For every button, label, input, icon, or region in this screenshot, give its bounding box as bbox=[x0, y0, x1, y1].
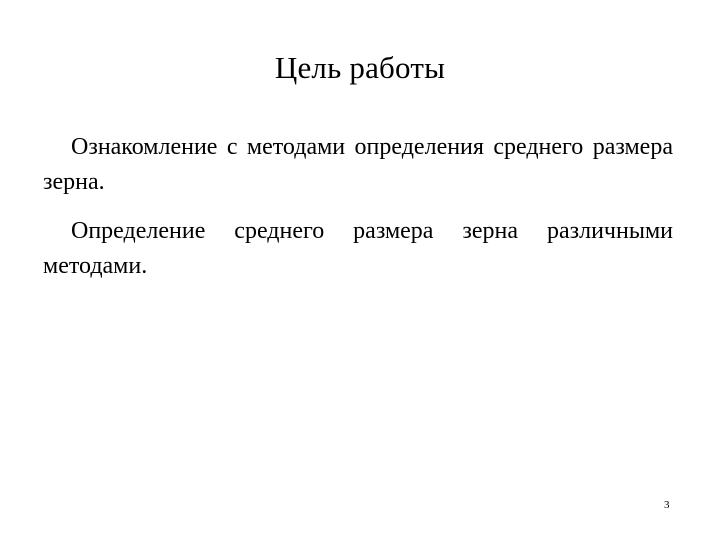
slide-title: Цель работы bbox=[274, 50, 446, 85]
paragraph-goal-1: Ознакомление с методами определения среднего размера зерна. bbox=[43, 134, 673, 195]
slide-body bbox=[43, 130, 673, 298]
page-number: 3 bbox=[664, 499, 670, 511]
paragraph-goal-2: Определение среднего размера зерна различными методами. bbox=[43, 218, 673, 279]
